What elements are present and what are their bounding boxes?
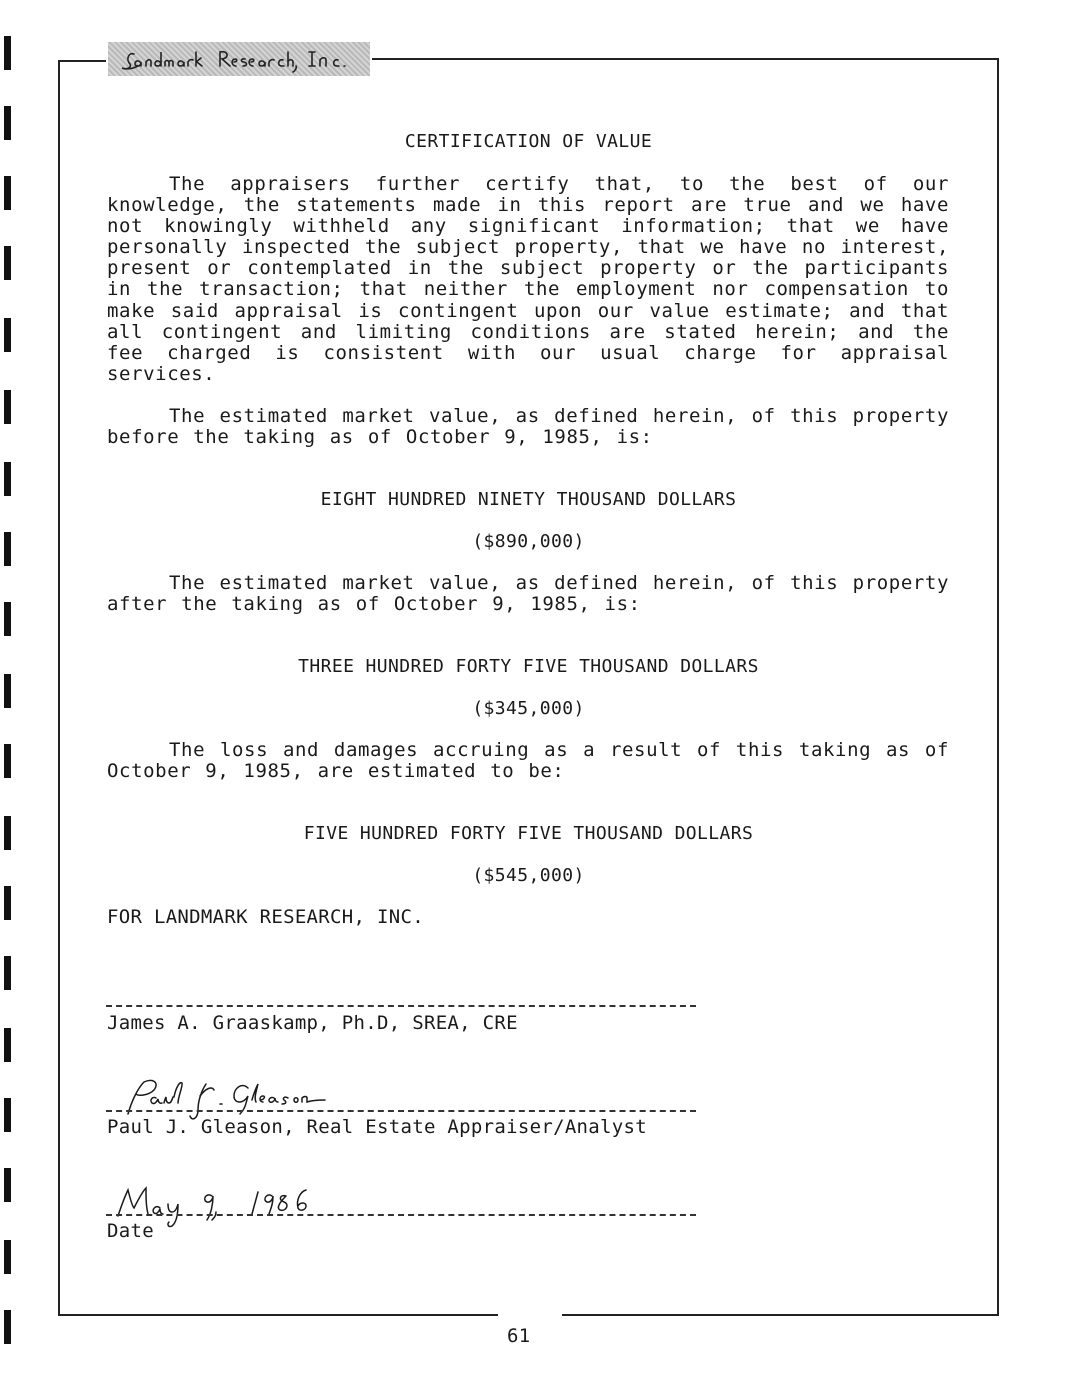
after-taking-paragraph: The estimated market value, as defined herein, of this property after the taking as of October 9, 1985, is: [107,572,949,616]
binding-mark [4,462,11,496]
signer-name: Paul J. Gleason, Real Estate Appraiser/Analyst [107,1116,647,1138]
binding-mark [4,176,11,210]
loss-damages-paragraph: The loss and damages accruing as a result of this taking as of October 9, 1985, are estimated to be: [107,739,949,783]
loss-value-amount: ($545,000) [472,865,585,886]
document-title: CERTIFICATION OF VALUE [404,131,653,152]
page-number: 61 [507,1325,531,1347]
binding-mark [4,390,11,424]
binding-mark [4,1168,11,1202]
company-logo-script [108,42,370,76]
frame-bottom-border [562,1314,999,1316]
certification-paragraph: The appraisers further certify that, to the best of our knowledge, the statements made in this report are true and we have not knowingly withheld any significant information; that we have personally inspected the subject property, that we have no interest, present or contemplated in the subject property or the participants in the transaction; that neither the employment nor compensation to make said appraisal is contingent upon our value estimate; and that all contingent and limiting conditions are stated herein; and the fee charged is consistent with our usual charge for appraisal services. [107,173,949,385]
binding-mark [4,106,11,140]
after-value-amount: ($345,000) [472,698,585,719]
binding-mark [4,1240,11,1274]
before-value-words: EIGHT HUNDRED NINETY THOUSAND DOLLARS [320,489,737,510]
binding-mark [4,246,11,280]
after-value-words: THREE HUNDRED FORTY FIVE THOUSAND DOLLARS [298,656,759,677]
for-company-line: FOR LANDMARK RESEARCH, INC. [107,906,424,928]
frame-left-border [58,60,60,1316]
binding-mark [4,956,11,990]
signer-name: James A. Graaskamp, Ph.D, SREA, CRE [107,1012,518,1034]
binding-mark [4,602,11,636]
date-label: Date [107,1220,154,1242]
binding-mark [4,744,11,778]
binding-mark [4,532,11,566]
date-line [106,1214,696,1216]
binding-mark [4,1310,11,1344]
binding-mark [4,318,11,352]
binding-mark [4,1028,11,1062]
before-taking-paragraph: The estimated market value, as defined herein, of this property before the taking as of October 9, 1985, is: [107,405,949,449]
signature-line [106,1110,696,1112]
binding-mark [4,674,11,708]
loss-value-words: FIVE HUNDRED FORTY FIVE THOUSAND DOLLARS [303,823,754,844]
company-logo [108,42,370,76]
frame-bottom-border [58,1314,498,1316]
frame-top-border [372,58,999,60]
binding-mark [4,816,11,850]
binding-mark [4,1098,11,1132]
frame-right-border [997,58,999,1316]
binding-mark [4,36,11,70]
binding-mark [4,886,11,920]
before-value-amount: ($890,000) [472,531,585,552]
signature-line [106,1005,696,1007]
frame-top-border [58,60,106,62]
